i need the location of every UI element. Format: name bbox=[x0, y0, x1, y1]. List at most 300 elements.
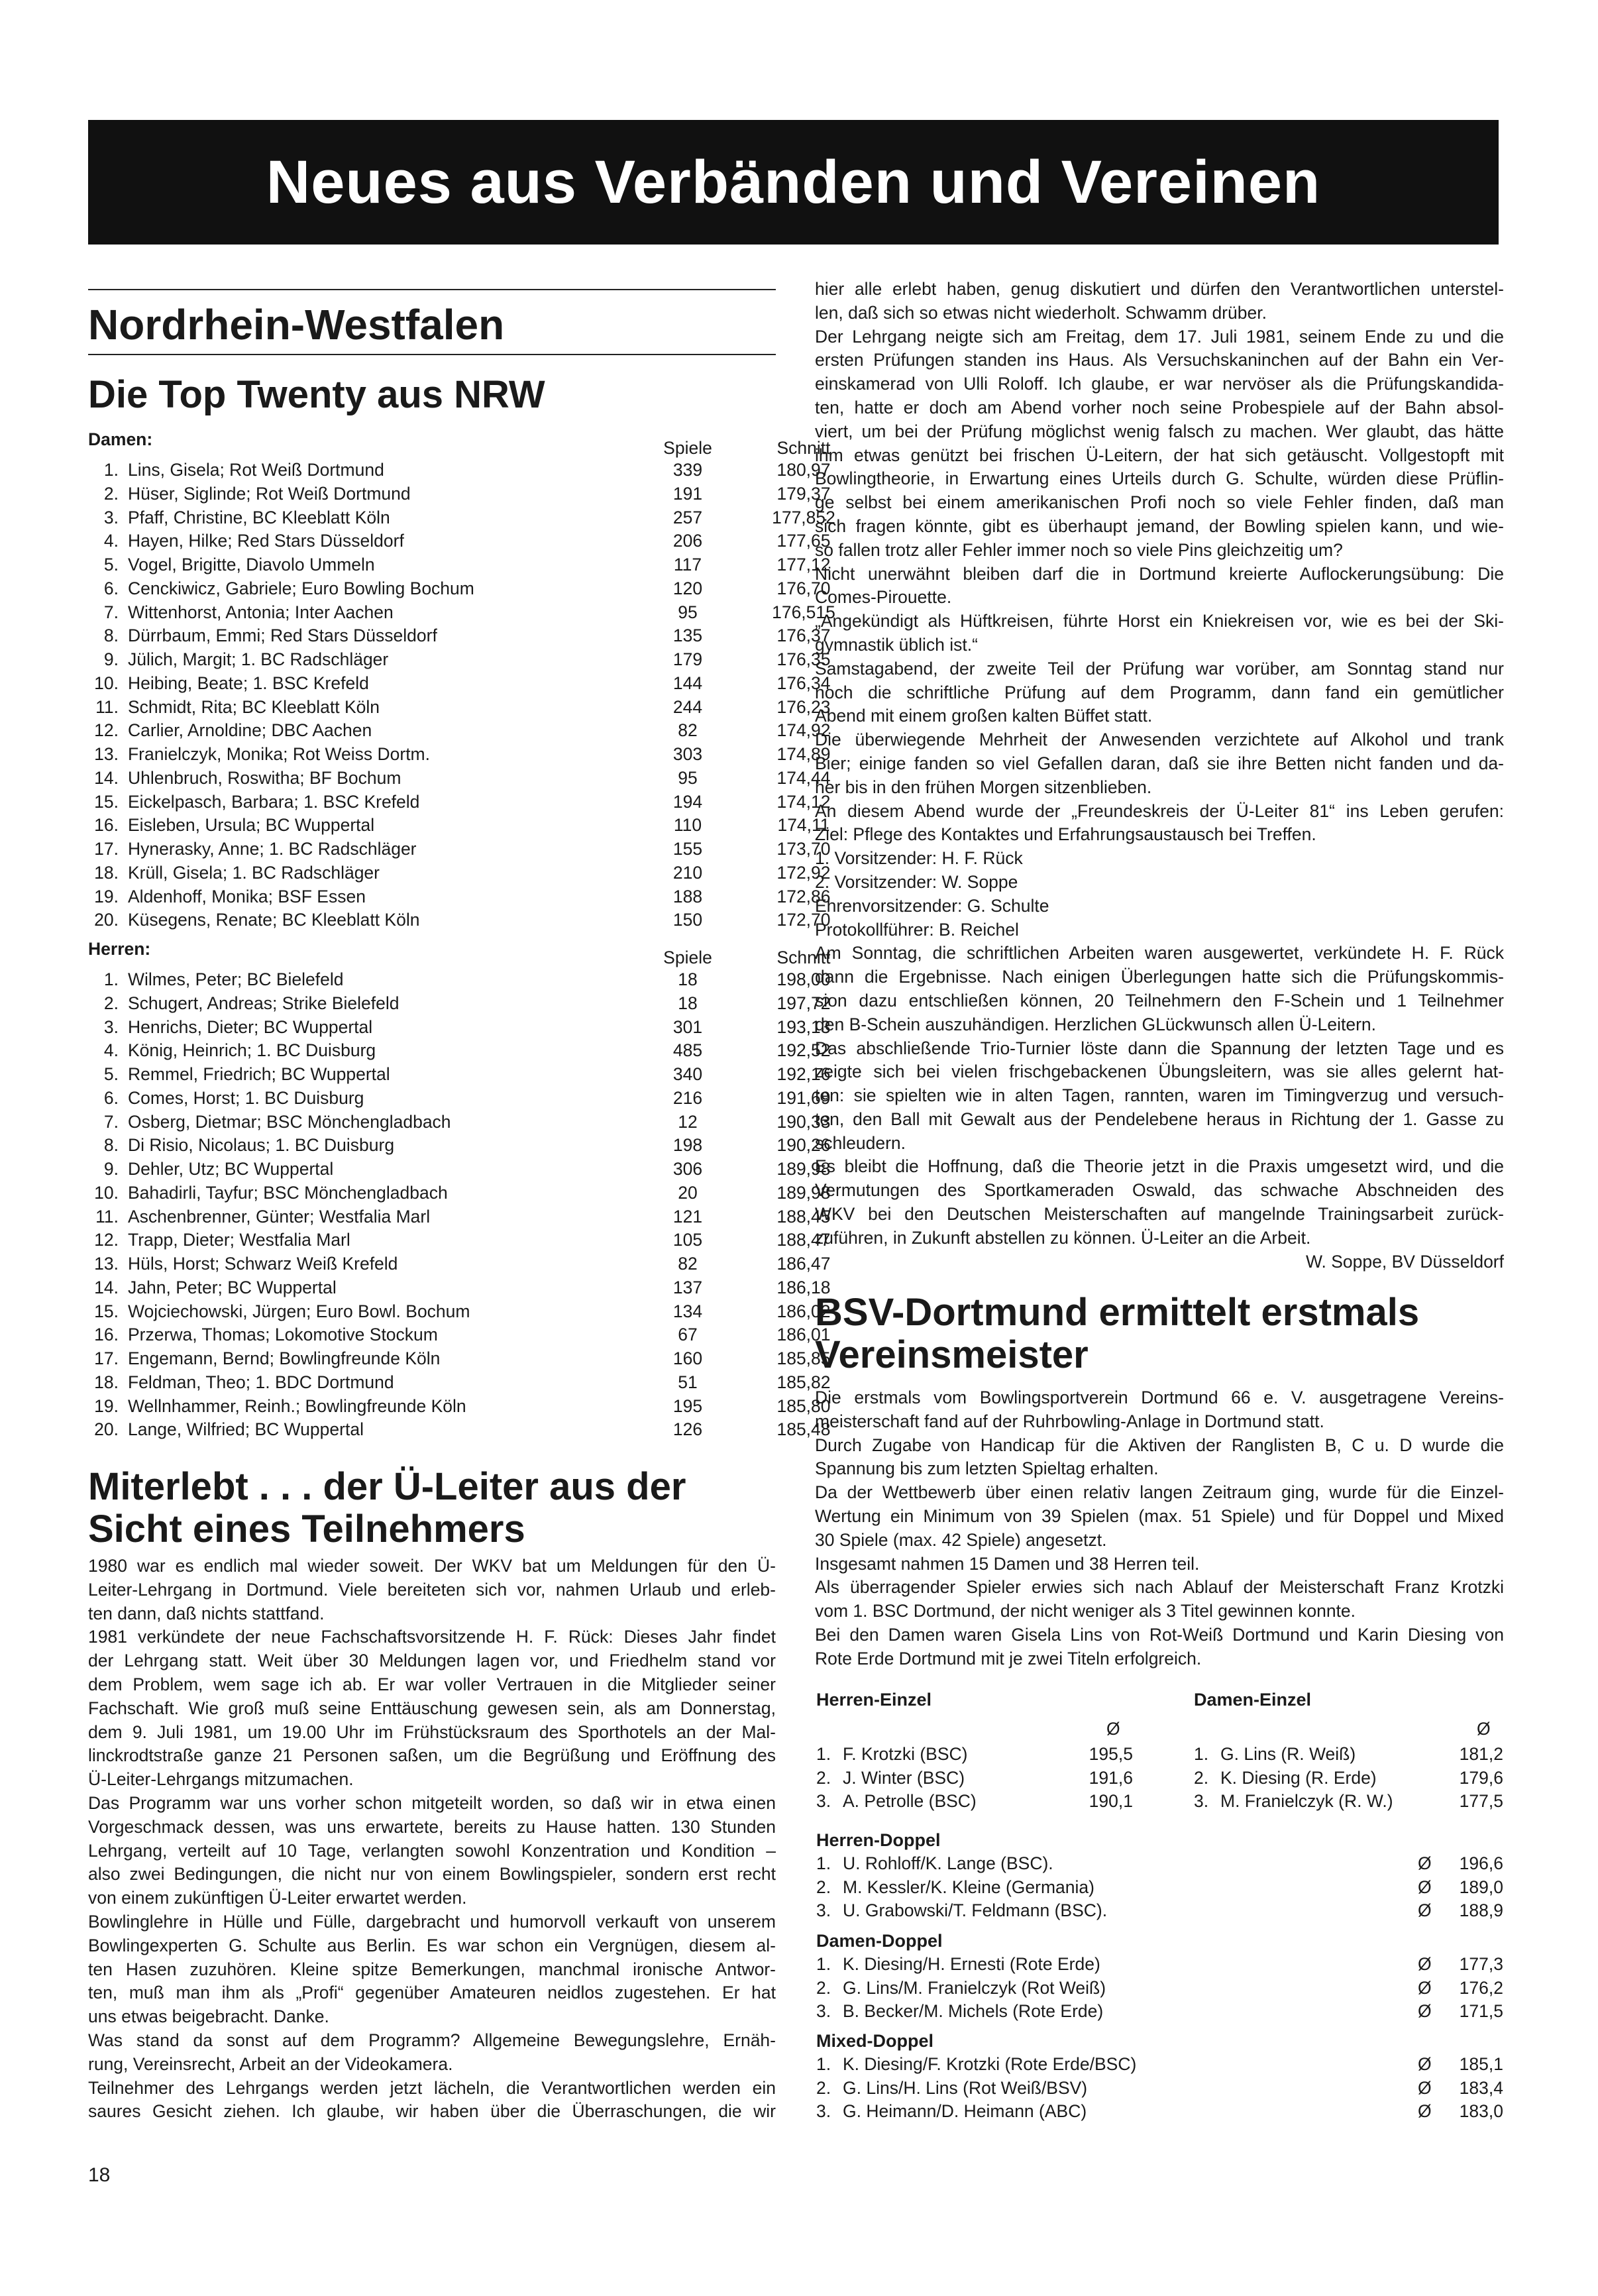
average: 190,33 bbox=[776, 1111, 831, 1132]
championship-results bbox=[815, 0, 1504, 2296]
average: 185,80 bbox=[776, 1395, 831, 1416]
games: 191 bbox=[672, 483, 703, 504]
player-name: Eickelpasch, Barbara; 1. BSC Krefeld bbox=[128, 791, 420, 812]
rank: 3. bbox=[103, 1016, 119, 1037]
player-name: Uhlenbruch, Roswitha; BF Bochum bbox=[128, 767, 401, 788]
text-line: Da der Wettbewerb über einen relativ langen Zeitraum ging, wurde für die Einzel- bbox=[815, 1482, 1504, 1503]
text-line: Spannung bis zum letzten Spieltag erhalten. bbox=[815, 1458, 1159, 1479]
result-rank: 3. bbox=[816, 1900, 831, 1920]
player-name: Wojciechowski, Jürgen; Euro Bowl. Bochum bbox=[128, 1301, 470, 1321]
region-heading: Nordrhein-Westfalen bbox=[88, 301, 505, 349]
games: 95 bbox=[678, 602, 698, 622]
table-header bbox=[88, 937, 831, 967]
text-line: einskamerad von Ulli Roloff. Ich glaube, er war nervöser als die Prüfungskandida- bbox=[815, 374, 1504, 394]
table-row bbox=[88, 1276, 831, 1299]
average: 188,47 bbox=[776, 1230, 831, 1250]
table-header bbox=[88, 427, 831, 458]
rank: 12. bbox=[94, 720, 119, 741]
table-row bbox=[88, 908, 831, 932]
games: 126 bbox=[672, 1419, 703, 1440]
result-name: M. Franielczyk (R. W.) bbox=[1220, 1791, 1393, 1811]
player-name: Dehler, Utz; BC Wuppertal bbox=[128, 1159, 334, 1179]
text-line: schleudern. bbox=[815, 1132, 906, 1153]
games: 244 bbox=[672, 696, 703, 717]
text-line: so fallen trotz aller Fehler immer noch so viele Pins gleichzeitig um? bbox=[815, 539, 1343, 560]
result-group-label: Herren-Einzel bbox=[816, 1690, 932, 1710]
col-games: Spiele bbox=[663, 438, 712, 458]
games: 485 bbox=[672, 1040, 703, 1061]
text-line: den B-Schein auszuhändigen. Herzlichen GLückwunsch allen Ü-Leitern. bbox=[815, 1014, 1377, 1034]
player-name: Hynerasky, Anne; 1. BC Radschläger bbox=[128, 839, 417, 859]
average: 176,37 bbox=[776, 626, 831, 646]
average: 188,45 bbox=[776, 1206, 831, 1227]
player-name: Vogel, Brigitte, Diavolo Ummeln bbox=[128, 555, 375, 574]
player-name: Comes, Horst; 1. BC Duisburg bbox=[128, 1087, 364, 1108]
text-line: Das Programm war uns vorher schon mitgeteilt worden, so daß wir in etwa einen bbox=[88, 1792, 776, 1813]
result-rank: 2. bbox=[816, 1977, 831, 1998]
col-avg: Schnitt bbox=[776, 948, 831, 967]
text-line: Leiter-Lehrgang in Dortmund. Viele bereiteten sich vor, nahmen Urlaub und erleb- bbox=[88, 1579, 776, 1600]
average: 190,26 bbox=[776, 1135, 831, 1156]
rank: 19. bbox=[94, 1395, 119, 1416]
text-line: Comes-Pirouette. bbox=[815, 587, 952, 608]
table-row bbox=[88, 1346, 831, 1370]
games: 144 bbox=[672, 673, 703, 693]
rank: 7. bbox=[103, 602, 119, 622]
games: 20 bbox=[678, 1182, 698, 1203]
text-line: Die erstmals vom Bowlingsportverein Dortmund 66 e. V. ausgetragene Vereins- bbox=[815, 1388, 1504, 1407]
text-line: hier alle erlebt haben, genug diskutiert und dürfen den Verantwortlichen unterstel- bbox=[815, 279, 1504, 299]
average: 177,12 bbox=[776, 555, 831, 574]
divider bbox=[88, 289, 776, 290]
text-line: ten, muß man ihm als „Profi“ gegenüber Amateuren neidlos zugestehen. Er hat bbox=[88, 1983, 776, 2003]
average: 185,48 bbox=[776, 1419, 831, 1440]
rank: 18. bbox=[94, 862, 119, 883]
result-name: K. Diesing/F. Krotzki (Rote Erde/BSC) bbox=[843, 2054, 1137, 2074]
average: 176,23 bbox=[776, 696, 831, 717]
player-name: Cenckiwicz, Gabriele; Euro Bowling Bochum bbox=[128, 578, 474, 598]
text-line: linckrodtstraße ganze 21 Personen saßen, um die Begrüßung und Eröffnung des bbox=[88, 1745, 776, 1766]
result-name: G. Heimann/D. Heimann (ABC) bbox=[843, 2101, 1087, 2121]
result-rank: 2. bbox=[1194, 1767, 1209, 1788]
rank: 4. bbox=[103, 1040, 119, 1061]
games: 179 bbox=[672, 649, 703, 669]
result-group-label: Herren-Doppel bbox=[816, 1830, 941, 1850]
rank: 14. bbox=[94, 767, 119, 788]
herren-ranking-table bbox=[88, 937, 831, 1441]
table-row bbox=[88, 1038, 831, 1062]
result-group-label: Mixed-Doppel bbox=[816, 2031, 934, 2051]
table-row bbox=[88, 1181, 831, 1205]
games: 160 bbox=[672, 1348, 703, 1368]
text-line: sion dazu entschließen können, 20 Teilnehmern den F-Schein und 1 Teilnehmer bbox=[815, 990, 1504, 1011]
result-average: 179,6 bbox=[1459, 1767, 1503, 1788]
games: 120 bbox=[672, 578, 703, 598]
average: 192,16 bbox=[776, 1064, 831, 1084]
games: 51 bbox=[678, 1372, 698, 1392]
result-average: 177,5 bbox=[1459, 1791, 1503, 1811]
text-line: Als überragender Spieler erwies sich nach Ablauf der Meisterschaft Franz Krotzki bbox=[815, 1577, 1504, 1598]
games: 301 bbox=[672, 1016, 703, 1037]
banner-title: Neues aus Verbänden und Vereinen bbox=[266, 148, 1321, 216]
text-line: 1980 war es endlich mal wieder soweit. Der WKV bat um Meldungen für den Ü- bbox=[88, 1556, 776, 1576]
player-name: Wellnhammer, Reinh.; Bowlingfreunde Köln bbox=[128, 1395, 466, 1416]
text-line: ten: sie spielten wie in alten Tagen, rannten, waren im Timingverzug und versuch- bbox=[815, 1085, 1504, 1106]
text-line: Ü-Leiter-Lehrgangs mitzumachen. bbox=[88, 1769, 354, 1790]
result-average: 171,5 bbox=[1459, 2001, 1503, 2021]
avg-symbol: Ø bbox=[1418, 1877, 1432, 1897]
table-row bbox=[88, 1205, 831, 1229]
rank: 5. bbox=[103, 1064, 119, 1084]
result-rank: 3. bbox=[816, 2101, 831, 2121]
table-row bbox=[88, 861, 831, 885]
player-name: Wilmes, Peter; BC Bielefeld bbox=[128, 969, 344, 989]
text-line: Bei den Damen waren Gisela Lins von Rot-Weiß Dortmund und Karin Diesing von bbox=[815, 1624, 1504, 1645]
table-row bbox=[88, 967, 831, 991]
rank: 1. bbox=[103, 969, 119, 989]
player-name: König, Heinrich; 1. BC Duisburg bbox=[128, 1040, 376, 1061]
text-line: dann die Ergebnisse. Nach einigen Überlegungen hatte sich die Prüfungskommis- bbox=[815, 967, 1504, 987]
result-rank: 1. bbox=[1194, 1744, 1209, 1764]
text-line: noch die schriftliche Prüfung auf dem Programm, dann fand ein gemütlicher bbox=[815, 682, 1504, 702]
text-line: 2. Vorsitzender: W. Soppe bbox=[815, 871, 1018, 892]
table-row bbox=[88, 742, 831, 766]
result-rank: 1. bbox=[816, 1954, 831, 1974]
average: 193,13 bbox=[776, 1016, 831, 1037]
games: 340 bbox=[672, 1064, 703, 1084]
table-row bbox=[88, 600, 835, 624]
average: 176,515 bbox=[772, 602, 835, 622]
text-line: Insgesamt nahmen 15 Damen und 38 Herren teil. bbox=[815, 1553, 1200, 1574]
text-line: Bier; einige fanden so viel Gefallen daran, daß sie ihre Betten nicht fanden und da- bbox=[815, 753, 1504, 773]
avg-symbol: Ø bbox=[1418, 2101, 1432, 2121]
average: 179,37 bbox=[776, 483, 831, 504]
average: 174,12 bbox=[776, 791, 831, 812]
rank: 9. bbox=[103, 649, 119, 669]
player-name: Hayen, Hilke; Red Stars Düsseldorf bbox=[128, 531, 404, 551]
games: 206 bbox=[672, 531, 703, 551]
result-group-label: Damen-Einzel bbox=[1194, 1690, 1312, 1710]
rank: 18. bbox=[94, 1372, 119, 1392]
result-average: 183,0 bbox=[1459, 2101, 1503, 2121]
rank: 15. bbox=[94, 1301, 119, 1321]
result-rank: 1. bbox=[816, 2054, 831, 2074]
rank: 19. bbox=[94, 886, 119, 906]
average: 180,97 bbox=[776, 460, 831, 480]
text-line: der Lehrgang statt. Weit über 30 Meldungen lagen vor, und Friedhelm stand vor bbox=[88, 1651, 776, 1671]
result-rank: 2. bbox=[816, 2077, 831, 2098]
result-average: 188,9 bbox=[1459, 1900, 1503, 1920]
text-line: Teilnehmer des Lehrgangs werden jetzt lächeln, die Verantwortlichen werden ein bbox=[88, 2077, 776, 2098]
games: 188 bbox=[672, 886, 703, 906]
text-line: Abend mit einem großen kalten Büffet statt. bbox=[815, 706, 1153, 726]
games: 198 bbox=[672, 1135, 703, 1156]
table-row bbox=[88, 1086, 831, 1110]
games: 257 bbox=[672, 507, 703, 527]
rank: 9. bbox=[103, 1159, 119, 1179]
player-name: Dürrbaum, Emmi; Red Stars Düsseldorf bbox=[128, 626, 437, 646]
text-line: Rote Erde Dortmund mit je zwei Titeln erfolgreich. bbox=[815, 1648, 1202, 1668]
games: 82 bbox=[678, 720, 698, 741]
games: 135 bbox=[672, 626, 703, 646]
player-name: Aschenbrenner, Günter; Westfalia Marl bbox=[128, 1206, 431, 1227]
text-line: ten Hasen zuzuhören. Kleine spitze Bemerkungen, manchmal ironische Antwor- bbox=[88, 1959, 776, 1979]
player-name: Lange, Wilfried; BC Wuppertal bbox=[128, 1419, 364, 1440]
player-name: Bahadirli, Tayfur; BSC Mönchengladbach bbox=[128, 1182, 448, 1203]
text-line: vom 1. BSC Dortmund, der nicht weniger als 3 Titel gewinnen konnte. bbox=[815, 1601, 1356, 1621]
result-name: B. Becker/M. Michels (Rote Erde) bbox=[843, 2001, 1104, 2021]
avg-symbol: Ø bbox=[1477, 1719, 1491, 1739]
text-line: 1. Vorsitzender: H. F. Rück bbox=[815, 848, 1023, 869]
rank: 13. bbox=[94, 1254, 119, 1274]
player-name: Küsegens, Renate; BC Kleeblatt Köln bbox=[128, 910, 420, 930]
text-line: rung, Vereinsrecht, Arbeit an der Videokamera. bbox=[88, 2053, 453, 2074]
rank: 2. bbox=[103, 993, 119, 1013]
average: 189,98 bbox=[776, 1182, 831, 1203]
text-line: gymnastik üblich ist.“ bbox=[815, 634, 978, 655]
table-row bbox=[88, 1157, 831, 1181]
table-row bbox=[88, 647, 831, 671]
games: 150 bbox=[672, 910, 703, 930]
average: 172,70 bbox=[776, 910, 831, 930]
table-row bbox=[88, 790, 831, 814]
text-line: viert, um bei der Prüfung möglichst wenig falsch zu machen. Wer glaubt, das hätte bbox=[815, 421, 1504, 441]
text-line: ten, den Ball mit Gewalt aus der Pendelebene heraus in Richtung der 1. Gasse zu bbox=[815, 1109, 1504, 1129]
average: 197,72 bbox=[776, 993, 831, 1013]
avg-symbol: Ø bbox=[1418, 2054, 1432, 2074]
table-row bbox=[88, 553, 831, 576]
rank: 20. bbox=[94, 1419, 119, 1440]
games: 67 bbox=[678, 1325, 698, 1345]
player-name: Trapp, Dieter; Westfalia Marl bbox=[128, 1230, 350, 1250]
text-line: Wertung ein Minimum von 39 Spielen (max. 51 Spiele) und für Doppel und Mixed bbox=[815, 1505, 1504, 1526]
table-row bbox=[88, 671, 831, 695]
result-name: U. Grabowski/T. Feldmann (BSC). bbox=[843, 1900, 1108, 1920]
text-line: Das abschließende Trio-Turnier löste dann die Spannung der letzten Tage und es bbox=[815, 1038, 1504, 1058]
table-row bbox=[88, 1228, 831, 1252]
player-name: Engemann, Bernd; Bowlingfreunde Köln bbox=[128, 1348, 441, 1368]
table-row bbox=[88, 991, 831, 1015]
games: 95 bbox=[678, 767, 698, 788]
result-group-label: Damen-Doppel bbox=[816, 1931, 943, 1951]
text-line: dem 9. Juli 1981, um 19.00 Uhr im Frühstücksraum des Sporthotels an der Mal- bbox=[88, 1722, 776, 1742]
text-line: dem Problem, wem sage ich ab. Er war voller Vertrauen in die Mitglieder seiner bbox=[88, 1674, 776, 1694]
text-line: saures Gesicht ziehen. Ich glaube, wir haben über die Überraschungen, die wir bbox=[88, 2101, 776, 2122]
average: 172,86 bbox=[776, 886, 831, 906]
rank: 3. bbox=[103, 507, 119, 527]
text-line: ten, hatte er doch am Abend vorher noch seine Probespiele auf der Bahn absol- bbox=[815, 397, 1504, 417]
average: 177,65 bbox=[776, 531, 831, 551]
games: 210 bbox=[672, 862, 703, 883]
text-line: uns etwas beigebracht. Danke. bbox=[88, 2006, 329, 2027]
average: 174,11 bbox=[777, 815, 830, 836]
top-twenty-title: Die Top Twenty aus NRW bbox=[88, 373, 545, 416]
games: 216 bbox=[672, 1087, 703, 1108]
result-rank: 2. bbox=[816, 1767, 831, 1788]
result-average: 185,1 bbox=[1459, 2054, 1503, 2074]
text-line: zeigte sich bei vielen frischgebackenen Übungsleitern, was sie alles gelernt hat- bbox=[815, 1062, 1504, 1082]
games: 303 bbox=[672, 744, 703, 764]
rank: 2. bbox=[103, 483, 119, 504]
table-row bbox=[88, 1062, 831, 1086]
text-line: sich fragen könnte, gibt es überhaupt jemand, der Bowling spielen kann, und wie- bbox=[815, 516, 1504, 536]
table-row bbox=[88, 695, 831, 719]
player-name: Aldenhoff, Monika; BSF Essen bbox=[128, 886, 366, 906]
games: 18 bbox=[678, 993, 698, 1013]
text-line: Protokollführer: B. Reichel bbox=[815, 919, 1019, 940]
result-rank: 1. bbox=[816, 1853, 831, 1873]
group-label: Damen: bbox=[88, 429, 153, 449]
heading-line: Sicht eines Teilnehmers bbox=[88, 1507, 525, 1551]
games: 306 bbox=[672, 1159, 703, 1179]
result-average: 196,6 bbox=[1459, 1853, 1503, 1873]
result-name: G. Lins/M. Franielczyk (Rot Weiß) bbox=[843, 1977, 1106, 1998]
table-row bbox=[88, 1370, 831, 1394]
result-average: 191,6 bbox=[1089, 1767, 1133, 1788]
text-line: Was stand da sonst auf dem Programm? Allgemeine Bewegungslehre, Ernäh- bbox=[88, 2030, 776, 2050]
avg-symbol: Ø bbox=[1418, 1900, 1432, 1920]
player-name: Feldman, Theo; 1. BDC Dortmund bbox=[128, 1372, 394, 1392]
player-name: Hüls, Horst; Schwarz Weiß Krefeld bbox=[128, 1254, 398, 1274]
text-line: Lehrgang, verteilt auf 10 Tage, verlangten sowohl Konzentration und Kondition – bbox=[88, 1840, 776, 1861]
rank: 1. bbox=[103, 460, 119, 480]
result-average: 190,1 bbox=[1089, 1791, 1133, 1811]
average: 174,89 bbox=[776, 744, 831, 764]
average: 177,852 bbox=[772, 507, 835, 527]
group-label: Herren: bbox=[88, 939, 151, 959]
text-line: Bowlingtheorie, in Erwartung eines Urteils durch G. Schulte, würden diese Prüflin- bbox=[815, 468, 1504, 489]
average: 191,69 bbox=[776, 1087, 831, 1108]
table-row bbox=[88, 458, 831, 482]
result-name: K. Diesing (R. Erde) bbox=[1220, 1767, 1377, 1788]
result-name: G. Lins/H. Lins (Rot Weiß/BSV) bbox=[843, 2077, 1088, 2098]
text-line: meisterschaft fand auf der Ruhrbowling-Anlage in Dortmund statt. bbox=[815, 1411, 1324, 1431]
average: 198,00 bbox=[776, 969, 831, 989]
average: 174,92 bbox=[776, 720, 831, 741]
table-row bbox=[88, 1323, 831, 1346]
result-name: J. Winter (BSC) bbox=[843, 1767, 965, 1788]
rank: 8. bbox=[103, 626, 119, 646]
average: 189,98 bbox=[776, 1159, 831, 1179]
result-rank: 2. bbox=[816, 1877, 831, 1897]
games: 82 bbox=[678, 1254, 698, 1274]
table-row bbox=[88, 813, 830, 837]
player-name: Remmel, Friedrich; BC Wuppertal bbox=[128, 1064, 390, 1084]
page-number: 18 bbox=[88, 2164, 111, 2186]
result-name: F. Krotzki (BSC) bbox=[843, 1744, 968, 1764]
avg-symbol: Ø bbox=[1106, 1719, 1120, 1739]
table-row bbox=[88, 506, 835, 529]
average: 186,01 bbox=[776, 1325, 831, 1345]
result-average: 189,0 bbox=[1459, 1877, 1503, 1897]
player-name: Schugert, Andreas; Strike Bielefeld bbox=[128, 993, 400, 1013]
games: 12 bbox=[678, 1111, 698, 1132]
rank: 17. bbox=[94, 839, 119, 859]
avg-symbol: Ø bbox=[1418, 1977, 1432, 1998]
damen-ranking-table bbox=[88, 427, 835, 931]
player-name: Krüll, Gisela; 1. BC Radschläger bbox=[128, 862, 380, 883]
games: 18 bbox=[678, 969, 698, 989]
result-name: U. Rohloff/K. Lange (BSC). bbox=[843, 1853, 1053, 1873]
heading-line: Miterlebt . . . der Ü-Leiter aus der bbox=[88, 1465, 686, 1508]
rank: 11. bbox=[95, 696, 119, 717]
rank: 13. bbox=[94, 744, 119, 764]
player-name: Di Risio, Nicolaus; 1. BC Duisburg bbox=[128, 1135, 395, 1156]
text-line: Bowlingexperten G. Schulte aus Berlin. Es war schon ein Vergnügen, diesem al- bbox=[88, 1935, 776, 1955]
games: 110 bbox=[673, 815, 702, 836]
player-name: Carlier, Arnoldine; DBC Aachen bbox=[128, 720, 372, 741]
player-name: Wittenhorst, Antonia; Inter Aachen bbox=[128, 602, 394, 622]
text-line: zuführen, in Zukunft abstellen zu können. Ü-Leiter an die Arbeit. bbox=[815, 1227, 1311, 1248]
result-average: 177,3 bbox=[1459, 1954, 1503, 1974]
average: 185,82 bbox=[776, 1372, 831, 1392]
text-line: von einem zukünftigen Ü-Leiter erwartet werden. bbox=[88, 1888, 467, 1908]
miterlebt-body bbox=[88, 1555, 776, 2124]
table-row bbox=[88, 1394, 831, 1418]
result-name: K. Diesing/H. Ernesti (Rote Erde) bbox=[843, 1954, 1100, 1974]
text-line: 1981 verkündete der neue Fachschaftsvorsitzende H. F. Rück: Dieses Jahr findet bbox=[88, 1627, 776, 1647]
text-line: ten dann, daß nichts stattfand. bbox=[88, 1603, 325, 1623]
result-name: M. Kessler/K. Kleine (Germania) bbox=[843, 1877, 1094, 1897]
rank: 14. bbox=[94, 1277, 119, 1297]
table-row bbox=[88, 482, 831, 506]
games: 121 bbox=[672, 1206, 703, 1227]
divider bbox=[88, 354, 776, 355]
table-row bbox=[88, 837, 831, 861]
table-row bbox=[88, 718, 831, 742]
games: 194 bbox=[672, 791, 703, 812]
rank: 8. bbox=[103, 1135, 119, 1156]
table-row bbox=[88, 1252, 831, 1276]
text-line: Die überwiegende Mehrheit der Anwesenden verzichtete auf Alkohol und trank bbox=[815, 730, 1504, 750]
table-row bbox=[88, 624, 831, 647]
rank: 16. bbox=[94, 1325, 119, 1345]
text-line: Samstagabend, der zweite Teil der Prüfung war vorüber, am Sonntag stand nur bbox=[815, 658, 1504, 679]
average: 185,85 bbox=[776, 1348, 831, 1368]
player-name: Henrichs, Dieter; BC Wuppertal bbox=[128, 1016, 373, 1037]
avg-symbol: Ø bbox=[1418, 1954, 1432, 1974]
average: 192,52 bbox=[776, 1040, 831, 1061]
text-line: Am Sonntag, die schriftlichen Arbeiten waren ausgewertet, verkündete H. F. Rück bbox=[815, 943, 1504, 963]
result-name: A. Petrolle (BSC) bbox=[843, 1791, 977, 1811]
games: 105 bbox=[672, 1230, 703, 1250]
text-line: len, daß sich so etwas nicht wiederholt. Schwamm drüber. bbox=[815, 302, 1267, 323]
result-name: G. Lins (R. Weiß) bbox=[1220, 1744, 1356, 1764]
rank: 6. bbox=[103, 1087, 119, 1108]
table-row bbox=[88, 529, 831, 553]
text-line: Nicht unerwähnt bleiben darf die in Dortmund kreierte Auflockerungsübung: Die bbox=[815, 563, 1504, 584]
text-line: Fachschaft. Wie groß muß seine Enttäuschung gewesen sein, als am Donnerstag, bbox=[88, 1698, 776, 1718]
col-games: Spiele bbox=[663, 948, 712, 967]
table-row bbox=[88, 1015, 831, 1039]
games: 195 bbox=[672, 1395, 703, 1416]
average: 176,70 bbox=[776, 578, 831, 598]
average: 172,92 bbox=[776, 862, 831, 883]
result-rank: 3. bbox=[816, 2001, 831, 2021]
text-line: also zwei Bedingungen, die nicht nur von einem Bowlingspieler, sondern erst recht bbox=[88, 1864, 776, 1885]
player-name: Schmidt, Rita; BC Kleeblatt Köln bbox=[128, 696, 380, 717]
rank: 10. bbox=[94, 1182, 119, 1203]
player-name: Hüser, Siglinde; Rot Weiß Dortmund bbox=[128, 483, 411, 504]
player-name: Lins, Gisela; Rot Weiß Dortmund bbox=[128, 460, 384, 480]
avg-symbol: Ø bbox=[1418, 1853, 1432, 1873]
result-rank: 1. bbox=[816, 1744, 831, 1764]
result-average: 181,2 bbox=[1459, 1744, 1503, 1764]
table-row bbox=[88, 1299, 831, 1323]
table-row bbox=[88, 1133, 831, 1157]
games: 137 bbox=[672, 1277, 703, 1297]
text-line: Ziel: Pflege des Kontaktes und Erfahrungsaustausch bei Treffen. bbox=[815, 824, 1316, 845]
